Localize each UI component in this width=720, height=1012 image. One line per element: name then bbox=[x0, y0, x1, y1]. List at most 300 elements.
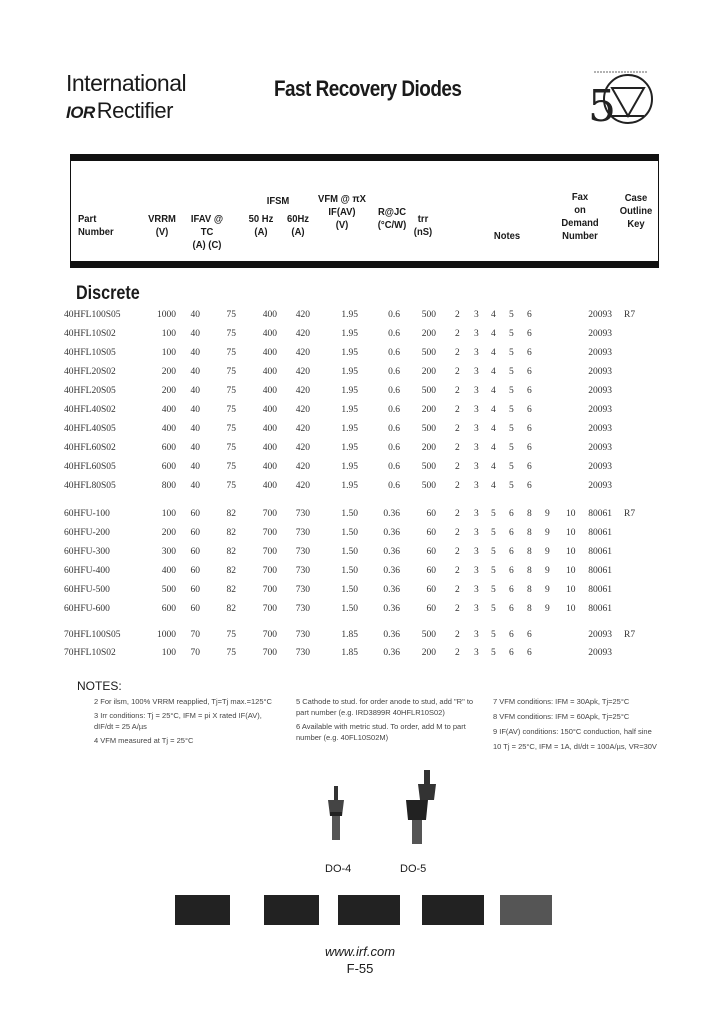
table-row bbox=[0, 462, 720, 480]
cell-note: 5 bbox=[509, 310, 514, 320]
cell-tc: 82 bbox=[226, 528, 236, 538]
cell-vfm: 1.50 bbox=[341, 528, 358, 538]
cell-rjc: 0.6 bbox=[388, 386, 400, 396]
cell-note: 6 bbox=[527, 443, 532, 453]
cell-vrrm: 600 bbox=[161, 604, 176, 614]
note-item: 9 IF(AV) conditions: 150°C conduction, half sine bbox=[493, 727, 652, 736]
col-ifsm-60: 60Hz (A) bbox=[286, 213, 310, 238]
footer-url[interactable]: www.irf.com bbox=[324, 944, 396, 959]
cell-i50: 700 bbox=[262, 585, 277, 595]
do4-label: DO-4 bbox=[325, 863, 352, 875]
cell-vrrm: 600 bbox=[161, 462, 176, 472]
col-notes: Notes bbox=[493, 230, 521, 242]
cell-tc: 82 bbox=[226, 566, 236, 576]
cell-vfm: 1.50 bbox=[341, 509, 358, 519]
cell-trr: 60 bbox=[426, 604, 436, 614]
cell-note: 4 bbox=[491, 310, 496, 320]
cell-i50: 400 bbox=[262, 367, 277, 377]
cell-note: 3 bbox=[474, 481, 479, 491]
cell-note: 9 bbox=[545, 604, 550, 614]
cell-ifav: 60 bbox=[190, 585, 200, 595]
cell-note: 3 bbox=[474, 528, 479, 538]
table-row bbox=[0, 648, 720, 666]
cell-vrrm: 1000 bbox=[157, 630, 176, 640]
cell-vrrm: 400 bbox=[161, 566, 176, 576]
cell-i60: 420 bbox=[295, 405, 310, 415]
cell-i60: 420 bbox=[295, 386, 310, 396]
cell-note: 6 bbox=[527, 329, 532, 339]
cell-i50: 700 bbox=[262, 566, 277, 576]
cell-fax: 20093 bbox=[588, 348, 612, 358]
cell-note: 2 bbox=[455, 604, 460, 614]
cell-ifav: 60 bbox=[190, 604, 200, 614]
cell-note: 5 bbox=[491, 528, 496, 538]
cell-vfm: 1.95 bbox=[341, 348, 358, 358]
cell-rjc: 0.6 bbox=[388, 462, 400, 472]
note-item: dIF/dt = 25 A/µs bbox=[94, 722, 147, 731]
cell-note: 5 bbox=[509, 348, 514, 358]
table-row bbox=[0, 424, 720, 442]
cell-fax: 20093 bbox=[588, 405, 612, 415]
cell-tc: 75 bbox=[226, 329, 236, 339]
cell-note: 3 bbox=[474, 310, 479, 320]
cell-note: 10 bbox=[566, 604, 576, 614]
cell-trr: 200 bbox=[421, 443, 436, 453]
cell-fax: 20093 bbox=[588, 367, 612, 377]
cell-fax: 80061 bbox=[588, 566, 612, 576]
cell-trr: 500 bbox=[421, 630, 436, 640]
cell-note: 10 bbox=[566, 509, 576, 519]
cell-note: 2 bbox=[455, 329, 460, 339]
cell-note: 6 bbox=[527, 481, 532, 491]
cell-ifav: 40 bbox=[190, 405, 200, 415]
cell-note: 4 bbox=[491, 405, 496, 415]
cell-rjc: 0.6 bbox=[388, 481, 400, 491]
cell-i60: 420 bbox=[295, 329, 310, 339]
cell-vfm: 1.95 bbox=[341, 367, 358, 377]
cell-tc: 82 bbox=[226, 547, 236, 557]
cell-note: 6 bbox=[527, 462, 532, 472]
cell-i50: 700 bbox=[262, 547, 277, 557]
cell-note: 2 bbox=[455, 566, 460, 576]
cell-fax: 20093 bbox=[588, 630, 612, 640]
cell-vfm: 1.95 bbox=[341, 462, 358, 472]
cell-tc: 75 bbox=[226, 405, 236, 415]
cell-trr: 500 bbox=[421, 348, 436, 358]
cell-rjc: 0.6 bbox=[388, 405, 400, 415]
cell-note: 4 bbox=[491, 367, 496, 377]
cell-part: 70HFL100S05 bbox=[64, 630, 121, 640]
cell-ifav: 40 bbox=[190, 481, 200, 491]
note-item: 7 VFM conditions: IFM = 30Apk, Tj=25°C bbox=[493, 697, 630, 706]
cell-note: 8 bbox=[527, 528, 532, 538]
cell-tc: 75 bbox=[226, 367, 236, 377]
cell-note: 2 bbox=[455, 424, 460, 434]
product-photo bbox=[422, 895, 484, 925]
cell-note: 3 bbox=[474, 585, 479, 595]
cell-vfm: 1.95 bbox=[341, 424, 358, 434]
product-photo bbox=[264, 895, 319, 925]
anniversary-seal-icon bbox=[586, 66, 656, 138]
cell-vrrm: 300 bbox=[161, 547, 176, 557]
cell-tc: 75 bbox=[226, 630, 236, 640]
cell-note: 5 bbox=[509, 386, 514, 396]
cell-i60: 730 bbox=[295, 509, 310, 519]
cell-note: 2 bbox=[455, 528, 460, 538]
cell-note: 9 bbox=[545, 509, 550, 519]
cell-tc: 82 bbox=[226, 509, 236, 519]
do4-package-icon bbox=[318, 786, 354, 848]
table-row bbox=[0, 481, 720, 499]
cell-vfm: 1.95 bbox=[341, 443, 358, 453]
cell-note: 2 bbox=[455, 386, 460, 396]
cell-note: 9 bbox=[545, 547, 550, 557]
cell-vfm: 1.95 bbox=[341, 386, 358, 396]
cell-i60: 420 bbox=[295, 424, 310, 434]
cell-vfm: 1.95 bbox=[341, 310, 358, 320]
cell-i50: 400 bbox=[262, 310, 277, 320]
company-name-line1: International bbox=[66, 70, 187, 96]
cell-fax: 20093 bbox=[588, 481, 612, 491]
cell-note: 6 bbox=[527, 310, 532, 320]
cell-vrrm: 200 bbox=[161, 386, 176, 396]
cell-note: 2 bbox=[455, 630, 460, 640]
cell-note: 4 bbox=[491, 386, 496, 396]
cell-note: 5 bbox=[491, 630, 496, 640]
cell-fax: 80061 bbox=[588, 585, 612, 595]
cell-ifav: 60 bbox=[190, 547, 200, 557]
table-row bbox=[0, 348, 720, 366]
table-row bbox=[0, 528, 720, 546]
cell-note: 2 bbox=[455, 648, 460, 658]
col-vrrm: VRRM (V) bbox=[148, 213, 176, 238]
note-item: 6 Available with metric stud. To order, add M to part bbox=[296, 722, 466, 731]
cell-note: 6 bbox=[527, 348, 532, 358]
cell-note: 3 bbox=[474, 386, 479, 396]
cell-part: 40HFL60S05 bbox=[64, 462, 116, 472]
cell-note: 5 bbox=[491, 604, 496, 614]
cell-vfm: 1.50 bbox=[341, 566, 358, 576]
cell-part: 60HFU-500 bbox=[64, 585, 110, 595]
table-row bbox=[0, 630, 720, 648]
cell-trr: 200 bbox=[421, 648, 436, 658]
cell-note: 5 bbox=[509, 462, 514, 472]
cell-note: 6 bbox=[509, 509, 514, 519]
product-photo bbox=[338, 895, 400, 925]
cell-part: 40HFL40S05 bbox=[64, 424, 116, 434]
cell-vrrm: 1000 bbox=[157, 310, 176, 320]
cell-i50: 400 bbox=[262, 386, 277, 396]
do5-package-icon bbox=[394, 770, 440, 850]
cell-i50: 400 bbox=[262, 424, 277, 434]
table-row bbox=[0, 547, 720, 565]
table-row bbox=[0, 405, 720, 423]
cell-rjc: 0.6 bbox=[388, 424, 400, 434]
cell-vrrm: 400 bbox=[161, 424, 176, 434]
cell-fax: 20093 bbox=[588, 462, 612, 472]
cell-i60: 730 bbox=[295, 528, 310, 538]
cell-note: 6 bbox=[527, 648, 532, 658]
table-row bbox=[0, 386, 720, 404]
cell-i60: 730 bbox=[295, 585, 310, 595]
cell-rjc: 0.36 bbox=[383, 604, 400, 614]
notes-col-1 bbox=[94, 696, 284, 746]
cell-i60: 420 bbox=[295, 462, 310, 472]
cell-part: 40HFL20S05 bbox=[64, 386, 116, 396]
cell-note: 8 bbox=[527, 604, 532, 614]
cell-rjc: 0.36 bbox=[383, 630, 400, 640]
cell-note: 5 bbox=[491, 566, 496, 576]
cell-vfm: 1.50 bbox=[341, 604, 358, 614]
cell-i50: 400 bbox=[262, 443, 277, 453]
cell-ifav: 60 bbox=[190, 566, 200, 576]
cell-rjc: 0.36 bbox=[383, 509, 400, 519]
cell-trr: 500 bbox=[421, 462, 436, 472]
cell-ifav: 60 bbox=[190, 528, 200, 538]
cell-note: 5 bbox=[509, 481, 514, 491]
col-ifsm: IFSM bbox=[266, 195, 290, 207]
cell-vrrm: 100 bbox=[161, 348, 176, 358]
cell-note: 10 bbox=[566, 585, 576, 595]
company-rectifier: Rectifier bbox=[96, 98, 173, 123]
cell-part: 40HFL10S02 bbox=[64, 329, 116, 339]
note-item: 10 Tj = 25°C, IFM = 1A, dI/dt = 100A/µs, VR=30V bbox=[493, 742, 657, 751]
cell-part: 60HFU-100 bbox=[64, 509, 110, 519]
cell-note: 5 bbox=[509, 329, 514, 339]
cell-vrrm: 200 bbox=[161, 367, 176, 377]
cell-i50: 700 bbox=[262, 648, 277, 658]
cell-note: 9 bbox=[545, 566, 550, 576]
cell-vrrm: 200 bbox=[161, 528, 176, 538]
ior-logo: IOR bbox=[66, 103, 95, 122]
product-photo bbox=[500, 895, 552, 925]
cell-rjc: 0.6 bbox=[388, 367, 400, 377]
cell-fax: 20093 bbox=[588, 386, 612, 396]
cell-key: R7 bbox=[624, 630, 636, 640]
cell-note: 6 bbox=[509, 604, 514, 614]
cell-part: 40HFL80S05 bbox=[64, 481, 116, 491]
cell-trr: 60 bbox=[426, 566, 436, 576]
cell-note: 5 bbox=[509, 367, 514, 377]
cell-tc: 75 bbox=[226, 386, 236, 396]
cell-part: 60HFU-200 bbox=[64, 528, 110, 538]
col-vfm: VFM @ πX IF(AV) (V) bbox=[318, 193, 366, 231]
cell-note: 2 bbox=[455, 547, 460, 557]
cell-tc: 75 bbox=[226, 462, 236, 472]
company-name-line2 bbox=[66, 98, 173, 124]
cell-ifav: 40 bbox=[190, 462, 200, 472]
cell-note: 4 bbox=[491, 462, 496, 472]
cell-note: 2 bbox=[455, 443, 460, 453]
cell-note: 2 bbox=[455, 481, 460, 491]
cell-i50: 400 bbox=[262, 329, 277, 339]
cell-note: 10 bbox=[566, 566, 576, 576]
cell-i60: 730 bbox=[295, 547, 310, 557]
cell-vrrm: 100 bbox=[161, 329, 176, 339]
cell-tc: 82 bbox=[226, 585, 236, 595]
cell-note: 4 bbox=[491, 348, 496, 358]
cell-i50: 700 bbox=[262, 630, 277, 640]
cell-rjc: 0.6 bbox=[388, 348, 400, 358]
col-part: Part Number bbox=[77, 213, 114, 238]
cell-note: 6 bbox=[509, 528, 514, 538]
cell-part: 40HFL20S02 bbox=[64, 367, 116, 377]
page-title: Fast Recovery Diodes bbox=[274, 76, 462, 101]
cell-fax: 80061 bbox=[588, 528, 612, 538]
cell-note: 6 bbox=[509, 585, 514, 595]
cell-ifav: 40 bbox=[190, 386, 200, 396]
cell-note: 2 bbox=[455, 310, 460, 320]
cell-rjc: 0.36 bbox=[383, 648, 400, 658]
cell-fax: 80061 bbox=[588, 547, 612, 557]
product-photo bbox=[175, 895, 230, 925]
cell-i50: 400 bbox=[262, 348, 277, 358]
cell-note: 4 bbox=[491, 329, 496, 339]
cell-vfm: 1.50 bbox=[341, 547, 358, 557]
cell-fax: 20093 bbox=[588, 310, 612, 320]
cell-i60: 420 bbox=[295, 310, 310, 320]
cell-note: 5 bbox=[509, 443, 514, 453]
cell-note: 6 bbox=[527, 405, 532, 415]
cell-note: 3 bbox=[474, 348, 479, 358]
cell-note: 9 bbox=[545, 528, 550, 538]
cell-note: 6 bbox=[509, 566, 514, 576]
svg-text:5: 5 bbox=[588, 81, 616, 132]
cell-note: 4 bbox=[491, 443, 496, 453]
cell-ifav: 40 bbox=[190, 329, 200, 339]
cell-note: 2 bbox=[455, 585, 460, 595]
page-number: F-55 bbox=[346, 961, 374, 976]
cell-part: 40HFL60S02 bbox=[64, 443, 116, 453]
cell-i50: 400 bbox=[262, 481, 277, 491]
cell-ifav: 70 bbox=[190, 648, 200, 658]
cell-note: 5 bbox=[509, 424, 514, 434]
cell-trr: 500 bbox=[421, 481, 436, 491]
table-row bbox=[0, 604, 720, 622]
cell-fax: 80061 bbox=[588, 604, 612, 614]
do5-label: DO-5 bbox=[400, 863, 427, 875]
cell-note: 3 bbox=[474, 648, 479, 658]
cell-rjc: 0.36 bbox=[383, 566, 400, 576]
note-item: number (e.g. 40FL10S02M) bbox=[296, 733, 389, 742]
cell-note: 10 bbox=[566, 547, 576, 557]
table-row bbox=[0, 367, 720, 385]
cell-i50: 400 bbox=[262, 462, 277, 472]
cell-rjc: 0.36 bbox=[383, 585, 400, 595]
cell-trr: 500 bbox=[421, 310, 436, 320]
cell-note: 3 bbox=[474, 405, 479, 415]
cell-i50: 700 bbox=[262, 604, 277, 614]
notes-col-3 bbox=[493, 696, 683, 752]
cell-vrrm: 100 bbox=[161, 509, 176, 519]
cell-ifav: 40 bbox=[190, 367, 200, 377]
cell-fax: 80061 bbox=[588, 509, 612, 519]
cell-part: 60HFU-400 bbox=[64, 566, 110, 576]
cell-key: R7 bbox=[624, 509, 636, 519]
cell-trr: 500 bbox=[421, 386, 436, 396]
cell-ifav: 40 bbox=[190, 443, 200, 453]
cell-rjc: 0.6 bbox=[388, 329, 400, 339]
cell-note: 5 bbox=[491, 547, 496, 557]
note-item: 8 VFM conditions: IFM = 60Apk, Tj=25°C bbox=[493, 712, 630, 721]
cell-vrrm: 600 bbox=[161, 443, 176, 453]
cell-tc: 75 bbox=[226, 481, 236, 491]
cell-trr: 60 bbox=[426, 547, 436, 557]
cell-rjc: 0.6 bbox=[388, 443, 400, 453]
cell-note: 3 bbox=[474, 424, 479, 434]
cell-tc: 75 bbox=[226, 310, 236, 320]
cell-i60: 420 bbox=[295, 348, 310, 358]
cell-rjc: 0.36 bbox=[383, 528, 400, 538]
cell-ifav: 40 bbox=[190, 310, 200, 320]
cell-note: 5 bbox=[491, 585, 496, 595]
cell-fax: 20093 bbox=[588, 648, 612, 658]
cell-ifav: 40 bbox=[190, 424, 200, 434]
cell-trr: 200 bbox=[421, 405, 436, 415]
cell-trr: 200 bbox=[421, 367, 436, 377]
cell-note: 6 bbox=[509, 630, 514, 640]
cell-part: 60HFU-300 bbox=[64, 547, 110, 557]
cell-i50: 700 bbox=[262, 509, 277, 519]
cell-fax: 20093 bbox=[588, 443, 612, 453]
cell-tc: 75 bbox=[226, 348, 236, 358]
cell-fax: 20093 bbox=[588, 424, 612, 434]
col-ifsm-50: 50 Hz (A) bbox=[248, 213, 274, 238]
cell-note: 3 bbox=[474, 329, 479, 339]
cell-i60: 730 bbox=[295, 604, 310, 614]
cell-vfm: 1.85 bbox=[341, 630, 358, 640]
cell-note: 10 bbox=[566, 528, 576, 538]
cell-ifav: 60 bbox=[190, 509, 200, 519]
cell-note: 6 bbox=[509, 547, 514, 557]
col-ifav: IFAV @ TC (A) (C) bbox=[190, 213, 224, 251]
cell-fax: 20093 bbox=[588, 329, 612, 339]
cell-vrrm: 500 bbox=[161, 585, 176, 595]
cell-note: 2 bbox=[455, 405, 460, 415]
cell-trr: 60 bbox=[426, 528, 436, 538]
cell-i50: 400 bbox=[262, 405, 277, 415]
cell-note: 2 bbox=[455, 509, 460, 519]
cell-note: 5 bbox=[491, 509, 496, 519]
table-row bbox=[0, 310, 720, 328]
cell-i60: 730 bbox=[295, 648, 310, 658]
cell-rjc: 0.6 bbox=[388, 310, 400, 320]
note-item: 3 Irr conditions: Tj = 25°C, IFM = pi X rated IF(AV), bbox=[94, 711, 262, 720]
cell-vfm: 1.50 bbox=[341, 585, 358, 595]
cell-note: 6 bbox=[527, 367, 532, 377]
table-row bbox=[0, 443, 720, 461]
cell-tc: 75 bbox=[226, 443, 236, 453]
cell-part: 60HFU-600 bbox=[64, 604, 110, 614]
cell-note: 4 bbox=[491, 424, 496, 434]
cell-i60: 730 bbox=[295, 566, 310, 576]
cell-note: 2 bbox=[455, 462, 460, 472]
cell-part: 40HFL40S02 bbox=[64, 405, 116, 415]
cell-note: 8 bbox=[527, 547, 532, 557]
cell-i60: 420 bbox=[295, 443, 310, 453]
cell-note: 2 bbox=[455, 367, 460, 377]
cell-part: 70HFL10S02 bbox=[64, 648, 116, 658]
cell-i60: 420 bbox=[295, 481, 310, 491]
note-item: 4 VFM measured at Tj = 25°C bbox=[94, 736, 194, 745]
cell-vfm: 1.95 bbox=[341, 329, 358, 339]
cell-note: 3 bbox=[474, 630, 479, 640]
cell-note: 3 bbox=[474, 462, 479, 472]
cell-note: 5 bbox=[491, 648, 496, 658]
cell-vfm: 1.95 bbox=[341, 481, 358, 491]
cell-i60: 420 bbox=[295, 367, 310, 377]
notes-col-2 bbox=[296, 696, 486, 743]
